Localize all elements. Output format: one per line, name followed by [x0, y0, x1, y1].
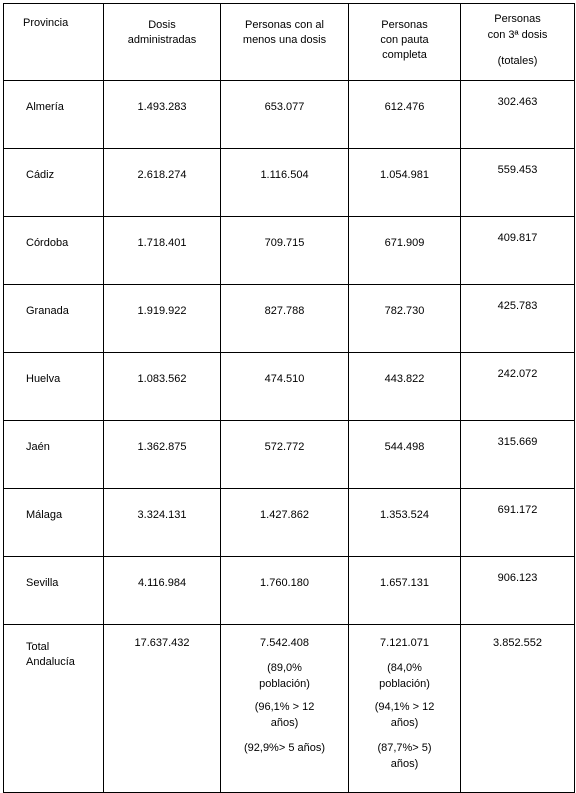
total-una-12-line2: años): [270, 717, 299, 729]
cell-pauta: 1.657.131: [349, 557, 461, 625]
total-una-12: [221, 699, 348, 731]
header-tercera-line1: Personas: [494, 13, 541, 25]
cell-una-dosis: 1.427.862: [221, 489, 349, 557]
cell-provincia: Málaga: [4, 489, 104, 557]
total-label-line1: Total: [26, 641, 50, 653]
table-row: [4, 217, 575, 285]
table-row: [4, 489, 575, 557]
total-pauta-pct-line2: población): [379, 678, 430, 690]
header-row: [4, 4, 575, 81]
cell-pauta: 612.476: [349, 81, 461, 149]
cell-pauta: 1.353.524: [349, 489, 461, 557]
header-una-line2: menos una dosis: [242, 34, 327, 46]
cell-dosis: 1.493.283: [104, 81, 221, 149]
header-una-line1: Personas con al: [245, 19, 324, 31]
cell-tercera: 315.669: [461, 421, 575, 489]
cell-provincia: Sevilla: [4, 557, 104, 625]
total-pauta-12-line2: años): [390, 717, 419, 729]
cell-una-dosis: 827.788: [221, 285, 349, 353]
cell-tercera: 691.172: [461, 489, 575, 557]
header-pauta-line1: Personas: [381, 19, 428, 31]
cell-tercera: 242.072: [461, 353, 575, 421]
header-una-dosis: [221, 4, 349, 81]
total-label: [4, 625, 104, 793]
cell-tercera: 302.463: [461, 81, 575, 149]
cell-pauta: 443.822: [349, 353, 461, 421]
total-pauta-pct-line1: (84,0%: [387, 662, 422, 674]
table-row: [4, 421, 575, 489]
cell-dosis: 3.324.131: [104, 489, 221, 557]
total-una-12-line1: (96,1% > 12: [254, 701, 315, 713]
table-row: [4, 81, 575, 149]
cell-dosis: 1.919.922: [104, 285, 221, 353]
cell-dosis: 1.362.875: [104, 421, 221, 489]
cell-tercera: 906.123: [461, 557, 575, 625]
total-pauta-value: 7.121.071: [380, 637, 429, 649]
header-pauta-line3: completa: [382, 49, 427, 61]
header-tercera-line3: (totales): [497, 55, 538, 67]
cell-dosis: 1.083.562: [104, 353, 221, 421]
cell-tercera: 409.817: [461, 217, 575, 285]
cell-una-dosis: 1.760.180: [221, 557, 349, 625]
total-pauta-12-line1: (94,1% > 12: [374, 701, 435, 713]
total-una-5: (92,9%> 5 años): [243, 742, 326, 754]
total-label-line2: Andalucía: [26, 656, 75, 668]
total-row: [4, 625, 575, 793]
total-dosis: [104, 625, 221, 793]
total-una-dosis: [221, 625, 349, 793]
table-row: [4, 353, 575, 421]
total-una-pct: [221, 660, 348, 692]
cell-una-dosis: 572.772: [221, 421, 349, 489]
cell-provincia: Jaén: [4, 421, 104, 489]
cell-dosis: 1.718.401: [104, 217, 221, 285]
header-pauta: [349, 4, 461, 81]
table-row: [4, 557, 575, 625]
cell-tercera: 559.453: [461, 149, 575, 217]
total-pauta: [349, 625, 461, 793]
total-tercera-value: 3.852.552: [493, 637, 542, 649]
cell-dosis: 4.116.984: [104, 557, 221, 625]
cell-pauta: 671.909: [349, 217, 461, 285]
total-pauta-5-line2: años): [390, 758, 419, 770]
header-provincia: [4, 4, 104, 81]
cell-provincia: Córdoba: [4, 217, 104, 285]
cell-pauta: 544.498: [349, 421, 461, 489]
header-dosis-line2: administradas: [127, 34, 197, 46]
vaccination-table: [3, 3, 575, 793]
total-dosis-value: 17.637.432: [134, 637, 190, 649]
cell-provincia: Huelva: [4, 353, 104, 421]
total-tercera: [461, 625, 575, 793]
cell-provincia: Granada: [4, 285, 104, 353]
cell-provincia: Almería: [4, 81, 104, 149]
total-pauta-5-line1: (87,7%> 5): [377, 742, 432, 754]
cell-tercera: 425.783: [461, 285, 575, 353]
cell-pauta: 1.054.981: [349, 149, 461, 217]
cell-una-dosis: 653.077: [221, 81, 349, 149]
header-dosis: [104, 4, 221, 81]
header-tercera-line2: con 3ª dosis: [487, 29, 548, 41]
header-dosis-line1: Dosis: [148, 19, 176, 31]
cell-una-dosis: 1.116.504: [221, 149, 349, 217]
cell-dosis: 2.618.274: [104, 149, 221, 217]
total-una-value: 7.542.408: [260, 637, 309, 649]
header-pauta-line2: con pauta: [380, 34, 429, 46]
cell-una-dosis: 474.510: [221, 353, 349, 421]
total-una-pct-line2: población): [259, 678, 310, 690]
total-una-pct-line1: (89,0%: [267, 662, 302, 674]
table-row: [4, 285, 575, 353]
table-row: [4, 149, 575, 217]
total-pauta-12: [349, 699, 460, 731]
cell-pauta: 782.730: [349, 285, 461, 353]
header-tercera: [461, 4, 575, 81]
total-pauta-5: [349, 740, 460, 772]
header-provincia-label: Provincia: [23, 17, 69, 29]
cell-una-dosis: 709.715: [221, 217, 349, 285]
total-pauta-pct: [349, 660, 460, 692]
cell-provincia: Cádiz: [4, 149, 104, 217]
